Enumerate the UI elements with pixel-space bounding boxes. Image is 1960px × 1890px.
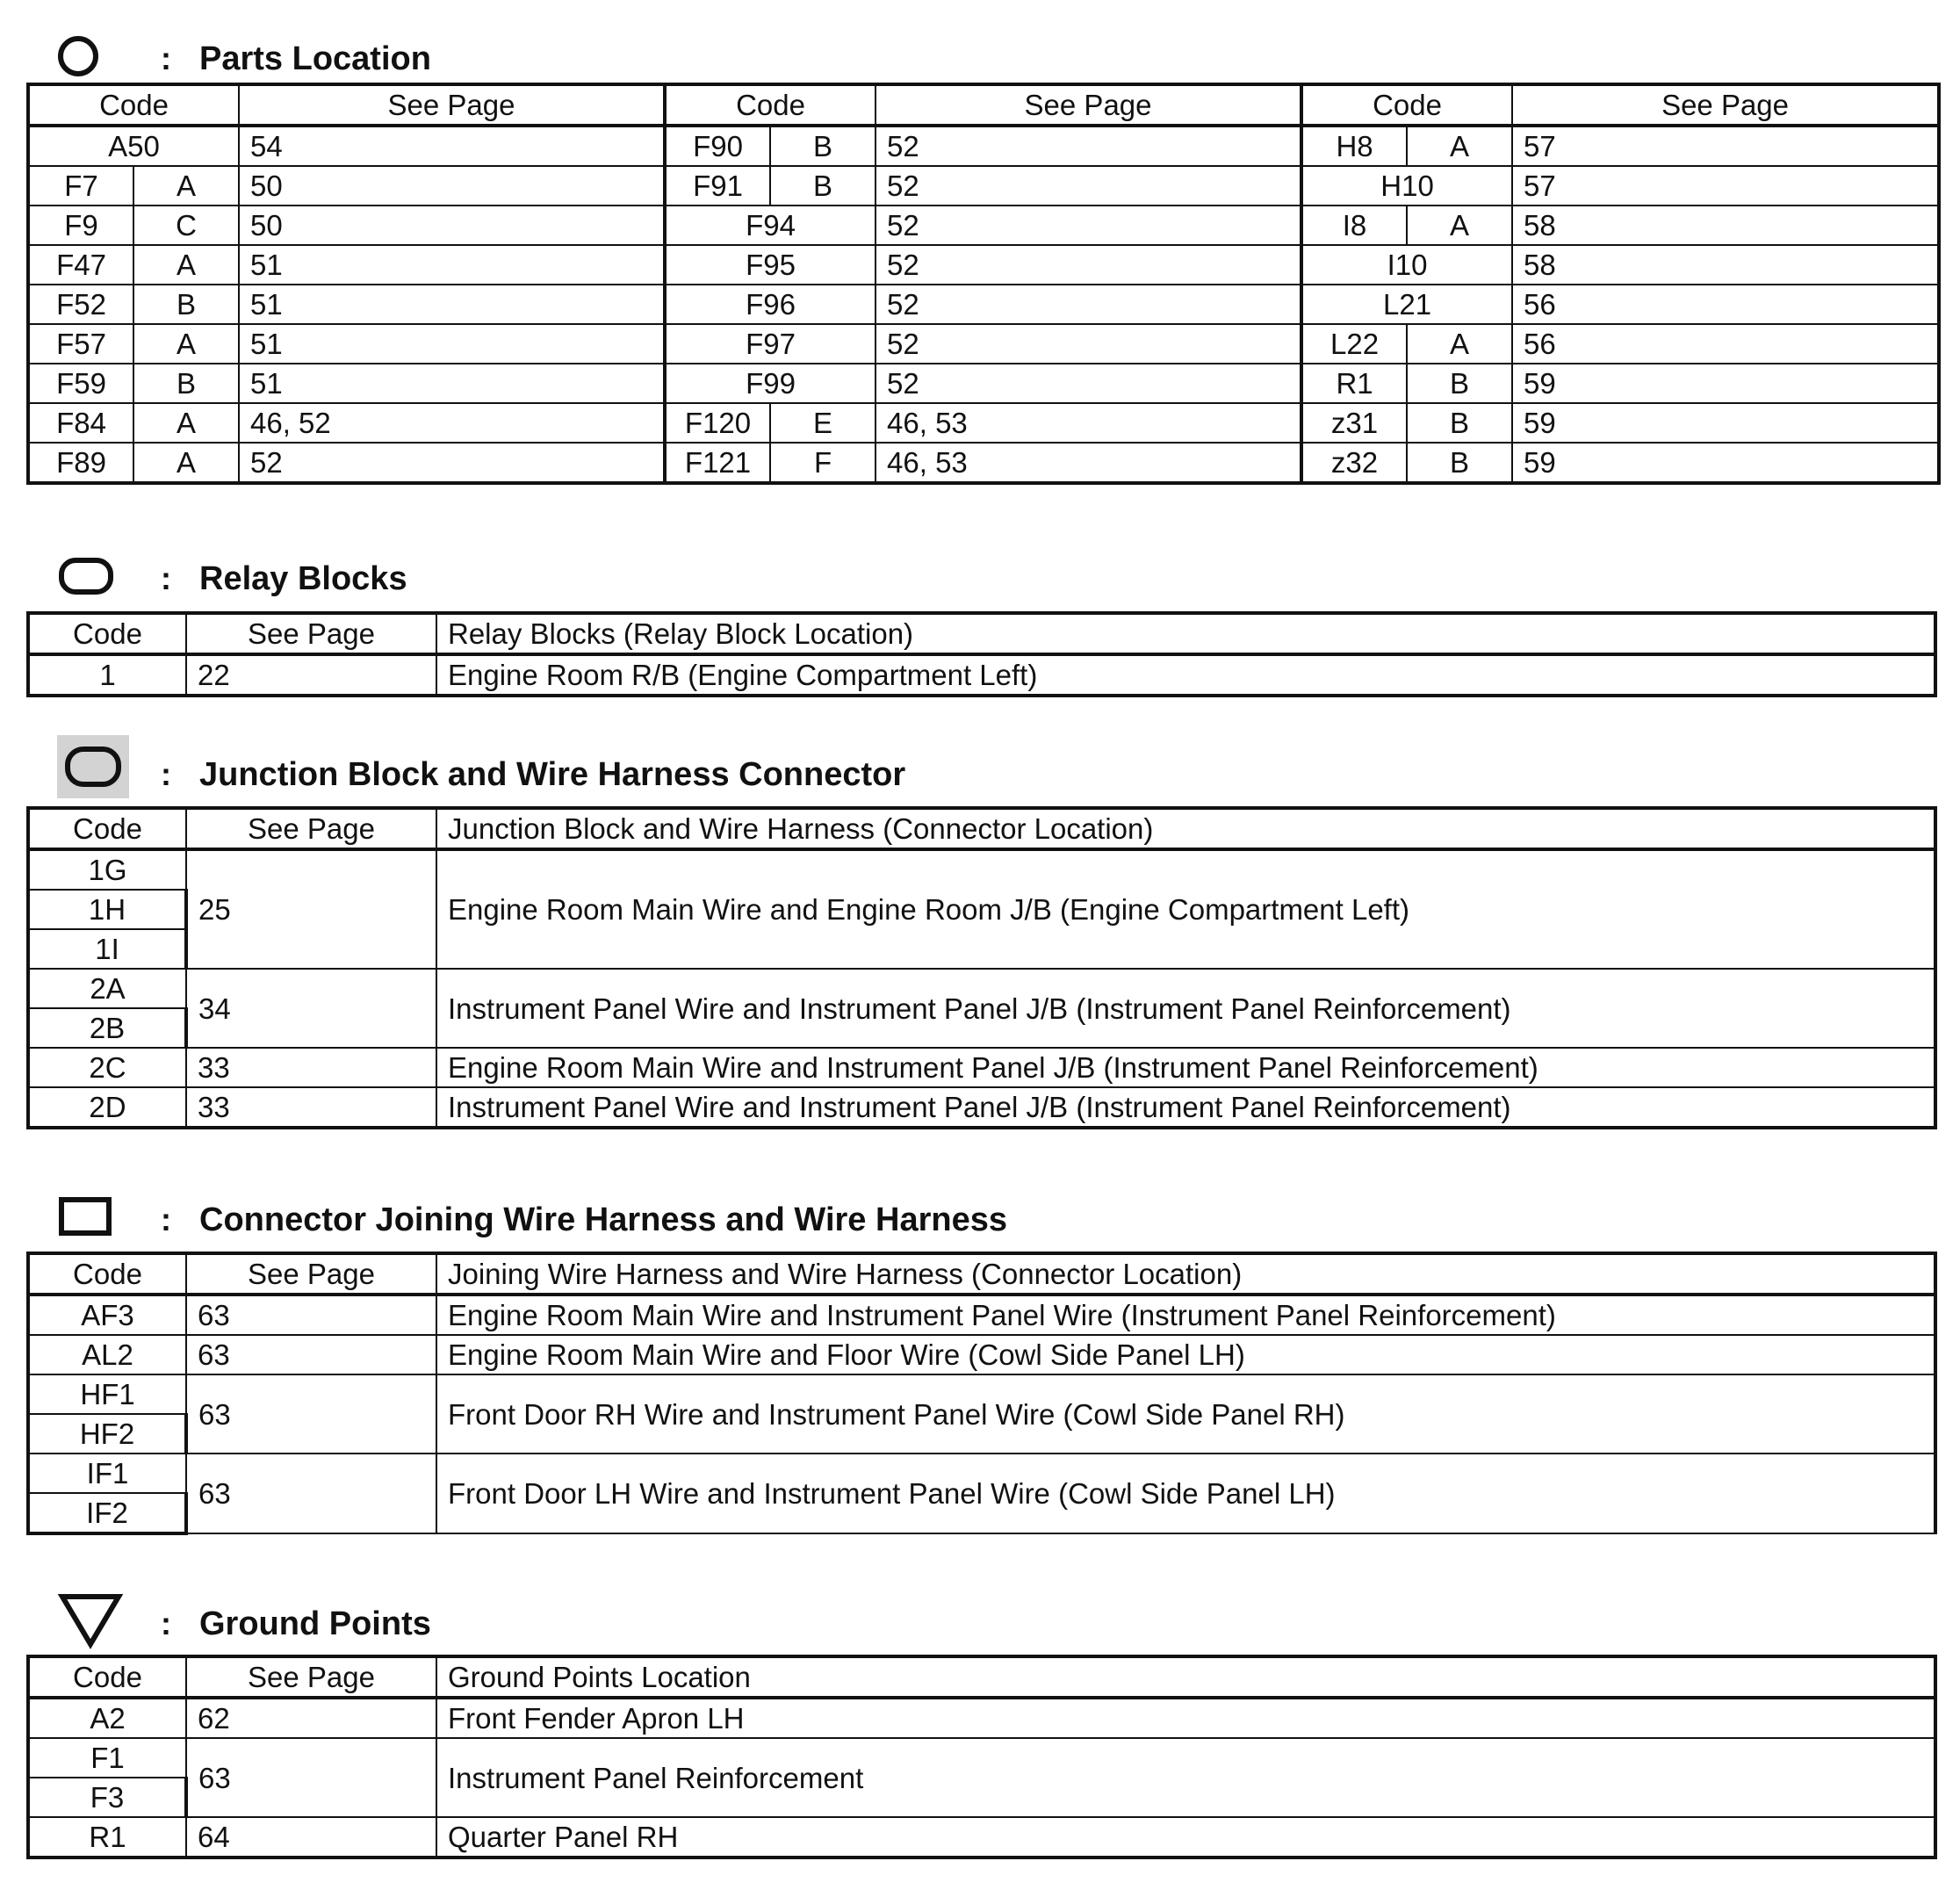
- part-code-suffix: A: [1407, 206, 1512, 245]
- circle-icon: [57, 30, 106, 79]
- header-code: Code: [28, 84, 239, 126]
- table-row: [28, 403, 1939, 443]
- junction-block-title: Junction Block and Wire Harness Connector: [199, 756, 906, 793]
- part-code: F84: [28, 403, 133, 443]
- heading-colon: :: [161, 756, 171, 792]
- see-page-cell: 63: [186, 1454, 436, 1533]
- part-code-suffix: A: [133, 403, 239, 443]
- table-row: [28, 126, 1939, 166]
- part-code-suffix: B: [770, 126, 876, 166]
- part-see-page: 59: [1512, 443, 1939, 483]
- part-code: F91: [665, 166, 770, 206]
- table-header-row: [28, 84, 1939, 126]
- table-row: [28, 1087, 1935, 1128]
- table-row: [28, 206, 1939, 245]
- part-code-suffix: B: [133, 285, 239, 324]
- part-code: F57: [28, 324, 133, 364]
- table-row: [28, 1454, 1935, 1493]
- see-page-cell: 63: [186, 1738, 436, 1817]
- table-row: [28, 1048, 1935, 1087]
- part-code: L22: [1301, 324, 1407, 364]
- relay-blocks-title: Relay Blocks: [199, 560, 407, 597]
- part-code: H10: [1301, 166, 1512, 206]
- location-cell: Front Fender Apron LH: [436, 1698, 1935, 1738]
- heading-colon: :: [161, 1605, 171, 1641]
- code-cell: HF2: [28, 1414, 186, 1454]
- part-code: F99: [665, 364, 876, 403]
- see-page-cell: 64: [186, 1817, 436, 1858]
- part-code: L21: [1301, 285, 1512, 324]
- header-see-page: See Page: [876, 84, 1301, 126]
- table-row: [28, 1817, 1935, 1858]
- part-see-page: 56: [1512, 324, 1939, 364]
- part-see-page: 59: [1512, 364, 1939, 403]
- part-see-page: 50: [239, 206, 665, 245]
- part-code-suffix: E: [770, 403, 876, 443]
- location-cell: Instrument Panel Wire and Instrument Panel J/B (Instrument Panel Reinforcement): [436, 1087, 1935, 1128]
- part-code-suffix: A: [1407, 126, 1512, 166]
- part-code: F9: [28, 206, 133, 245]
- part-see-page: 59: [1512, 403, 1939, 443]
- header-code: Code: [28, 613, 186, 654]
- part-see-page: 51: [239, 324, 665, 364]
- code-cell: F1: [28, 1738, 186, 1778]
- code-cell: 2D: [28, 1087, 186, 1128]
- part-see-page: 46, 53: [876, 403, 1301, 443]
- part-see-page: 58: [1512, 245, 1939, 285]
- part-see-page: 51: [239, 245, 665, 285]
- part-code-suffix: F: [770, 443, 876, 483]
- location-cell: Engine Room Main Wire and Instrument Panel Wire (Instrument Panel Reinforcement): [436, 1295, 1935, 1335]
- part-code: z32: [1301, 443, 1407, 483]
- part-code: F52: [28, 285, 133, 324]
- ground-points-table: [26, 1655, 1937, 1859]
- part-see-page: 52: [876, 285, 1301, 324]
- location-cell: Engine Room Main Wire and Floor Wire (Cowl Side Panel LH): [436, 1335, 1935, 1374]
- table-row: [28, 1374, 1935, 1414]
- table-row: [28, 1295, 1935, 1335]
- parts-location-table: [26, 83, 1941, 485]
- table-row: [28, 324, 1939, 364]
- part-see-page: 52: [876, 126, 1301, 166]
- heading-colon: :: [161, 40, 171, 76]
- table-row: [28, 849, 1935, 890]
- relay-blocks-table: [26, 611, 1937, 697]
- part-code: H8: [1301, 126, 1407, 166]
- part-see-page: 54: [239, 126, 665, 166]
- part-see-page: 57: [1512, 126, 1939, 166]
- part-code-suffix: B: [133, 364, 239, 403]
- header-see-page: See Page: [186, 808, 436, 849]
- table-row: [28, 166, 1939, 206]
- location-cell: Front Door RH Wire and Instrument Panel Wire (Cowl Side Panel RH): [436, 1374, 1935, 1454]
- table-header-row: [28, 1253, 1935, 1295]
- part-code: z31: [1301, 403, 1407, 443]
- part-code-suffix: B: [1407, 403, 1512, 443]
- part-code-suffix: B: [1407, 443, 1512, 483]
- part-code: F89: [28, 443, 133, 483]
- code-cell: F3: [28, 1778, 186, 1817]
- table-header-row: [28, 1656, 1935, 1698]
- header-code: Code: [665, 84, 876, 126]
- part-code: F97: [665, 324, 876, 364]
- part-code-suffix: A: [133, 443, 239, 483]
- see-page-cell: 33: [186, 1048, 436, 1087]
- table-row: [28, 1738, 1935, 1778]
- part-see-page: 51: [239, 285, 665, 324]
- header-see-page: See Page: [186, 1253, 436, 1295]
- code-cell: IF2: [28, 1493, 186, 1533]
- part-see-page: 52: [239, 443, 665, 483]
- header-location: Joining Wire Harness and Wire Harness (Connector Location): [436, 1253, 1935, 1295]
- part-code-suffix: B: [770, 166, 876, 206]
- header-location: Junction Block and Wire Harness (Connector Location): [436, 808, 1935, 849]
- part-see-page: 51: [239, 364, 665, 403]
- part-see-page: 46, 53: [876, 443, 1301, 483]
- code-cell: 1: [28, 654, 186, 696]
- shaded-rounded-rect-icon: [57, 735, 131, 800]
- header-code: Code: [28, 1253, 186, 1295]
- header-location: Relay Blocks (Relay Block Location): [436, 613, 1935, 654]
- see-page-cell: 63: [186, 1374, 436, 1454]
- header-code: Code: [28, 1656, 186, 1698]
- part-code: F120: [665, 403, 770, 443]
- code-cell: HF1: [28, 1374, 186, 1414]
- rounded-rect-icon: [57, 550, 119, 599]
- location-cell: Front Door LH Wire and Instrument Panel Wire (Cowl Side Panel LH): [436, 1454, 1935, 1533]
- table-row: [28, 443, 1939, 483]
- part-code: F121: [665, 443, 770, 483]
- header-code: Code: [1301, 84, 1512, 126]
- see-page-cell: 62: [186, 1698, 436, 1738]
- part-code-suffix: B: [1407, 364, 1512, 403]
- code-cell: A2: [28, 1698, 186, 1738]
- part-code: F94: [665, 206, 876, 245]
- part-code-suffix: A: [133, 166, 239, 206]
- triangle-down-icon: [57, 1590, 127, 1651]
- heading-colon: :: [161, 1201, 171, 1237]
- header-see-page: See Page: [1512, 84, 1939, 126]
- code-cell: 1G: [28, 849, 186, 890]
- see-page-cell: 63: [186, 1295, 436, 1335]
- code-cell: R1: [28, 1817, 186, 1858]
- location-cell: Quarter Panel RH: [436, 1817, 1935, 1858]
- table-row: [28, 969, 1935, 1008]
- part-code-suffix: A: [133, 324, 239, 364]
- junction-block-table: [26, 806, 1937, 1129]
- see-page-cell: 63: [186, 1335, 436, 1374]
- connector-table: [26, 1252, 1937, 1535]
- code-cell: AL2: [28, 1335, 186, 1374]
- code-cell: AF3: [28, 1295, 186, 1335]
- part-see-page: 52: [876, 206, 1301, 245]
- code-cell: 1H: [28, 890, 186, 929]
- see-page-cell: 22: [186, 654, 436, 696]
- part-code: I10: [1301, 245, 1512, 285]
- ground-points-title: Ground Points: [199, 1605, 431, 1642]
- part-see-page: 57: [1512, 166, 1939, 206]
- part-code: F47: [28, 245, 133, 285]
- table-row: [28, 1698, 1935, 1738]
- location-cell: Engine Room Main Wire and Instrument Panel J/B (Instrument Panel Reinforcement): [436, 1048, 1935, 1087]
- location-cell: Instrument Panel Wire and Instrument Panel J/B (Instrument Panel Reinforcement): [436, 969, 1935, 1048]
- part-code-suffix: A: [1407, 324, 1512, 364]
- square-icon: [57, 1191, 119, 1240]
- code-cell: 2C: [28, 1048, 186, 1087]
- part-code: F7: [28, 166, 133, 206]
- part-code: A50: [28, 126, 239, 166]
- table-row: [28, 364, 1939, 403]
- header-code: Code: [28, 808, 186, 849]
- heading-colon: :: [161, 560, 171, 596]
- part-code: I8: [1301, 206, 1407, 245]
- code-cell: 2A: [28, 969, 186, 1008]
- table-header-row: [28, 808, 1935, 849]
- connector-title: Connector Joining Wire Harness and Wire Harness: [199, 1201, 1007, 1238]
- header-see-page: See Page: [186, 613, 436, 654]
- code-cell: 1I: [28, 929, 186, 969]
- part-code-suffix: C: [133, 206, 239, 245]
- header-location: Ground Points Location: [436, 1656, 1935, 1698]
- table-row: [28, 285, 1939, 324]
- see-page-cell: 34: [186, 969, 436, 1048]
- part-code-suffix: A: [133, 245, 239, 285]
- part-see-page: 50: [239, 166, 665, 206]
- table-row: [28, 654, 1935, 696]
- part-see-page: 56: [1512, 285, 1939, 324]
- part-see-page: 46, 52: [239, 403, 665, 443]
- part-see-page: 52: [876, 245, 1301, 285]
- part-see-page: 52: [876, 324, 1301, 364]
- header-see-page: See Page: [186, 1656, 436, 1698]
- part-see-page: 52: [876, 166, 1301, 206]
- table-row: [28, 245, 1939, 285]
- part-code: F95: [665, 245, 876, 285]
- header-see-page: See Page: [239, 84, 665, 126]
- code-cell: 2B: [28, 1008, 186, 1048]
- code-cell: IF1: [28, 1454, 186, 1493]
- location-cell: Engine Room R/B (Engine Compartment Left): [436, 654, 1935, 696]
- location-cell: Instrument Panel Reinforcement: [436, 1738, 1935, 1817]
- see-page-cell: 25: [186, 849, 436, 969]
- part-code: F90: [665, 126, 770, 166]
- parts-location-title: Parts Location: [199, 40, 431, 77]
- part-code: F96: [665, 285, 876, 324]
- see-page-cell: 33: [186, 1087, 436, 1128]
- part-code: F59: [28, 364, 133, 403]
- table-row: [28, 1335, 1935, 1374]
- part-code: R1: [1301, 364, 1407, 403]
- location-cell: Engine Room Main Wire and Engine Room J/B (Engine Compartment Left): [436, 849, 1935, 969]
- table-header-row: [28, 613, 1935, 654]
- part-see-page: 52: [876, 364, 1301, 403]
- part-see-page: 58: [1512, 206, 1939, 245]
